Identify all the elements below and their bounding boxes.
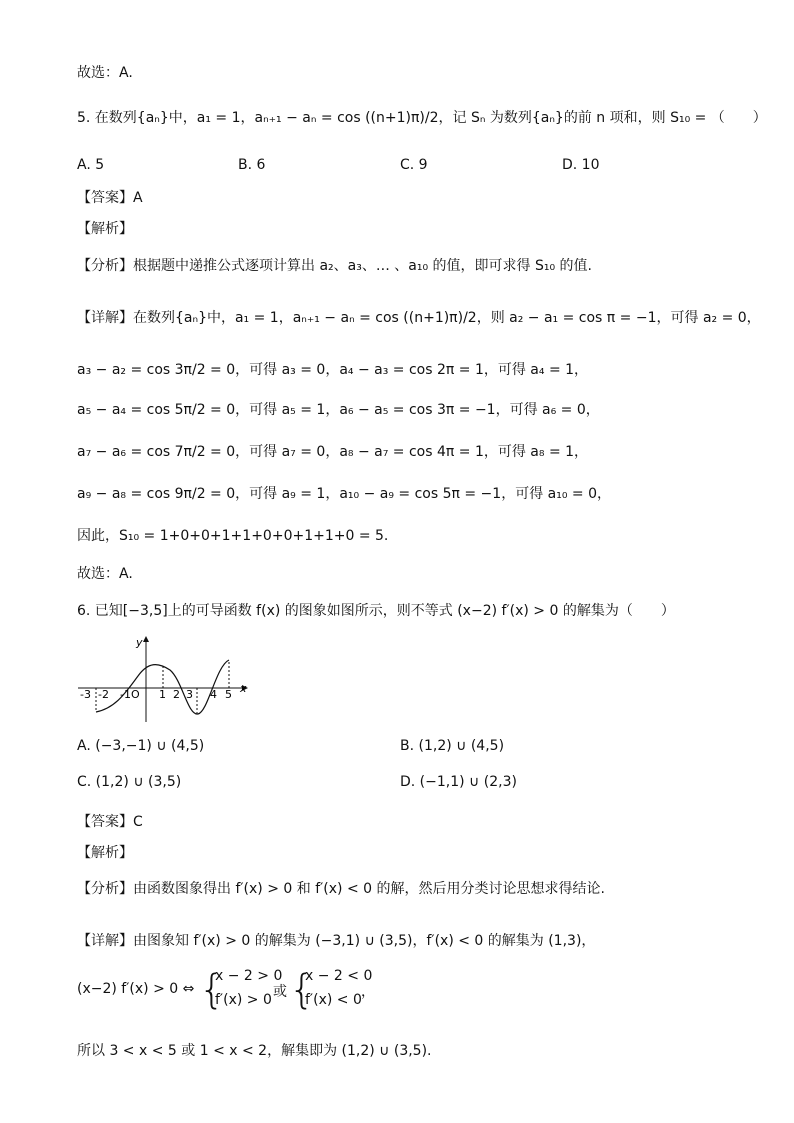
tick-label: 5 xyxy=(225,688,232,701)
prev-answer-choice: 故选：A. xyxy=(77,65,133,81)
q5-xiangjie-line-2: a₃ − a₂ = cos 3π/2 = 0，可得 a₃ = 0，a₄ − a₃ = cos 2π = 1，可得 a₄ = 1， xyxy=(77,362,589,378)
tick-label: -2 xyxy=(98,688,109,701)
system-1-line-2: f′(x) > 0 xyxy=(215,992,272,1008)
system-2-line-1: x − 2 < 0 xyxy=(305,968,373,984)
y-axis-arrow xyxy=(143,636,149,642)
q6-option-c: C. (1,2) ∪ (3,5) xyxy=(77,774,182,790)
q5-option-d: D. 10 xyxy=(562,157,600,173)
or-word: 或 xyxy=(273,984,287,1000)
q6-fenxi: 【分析】由函数图象得出 f′(x) > 0 和 f′(x) < 0 的解，然后用分类讨论思想求得结论. xyxy=(77,881,605,897)
q5-xiangjie-line-5: a₉ − a₈ = cos 9π/2 = 0，可得 a₉ = 1，a₁₀ − a₉ = cos 5π = −1，可得 a₁₀ = 0， xyxy=(77,486,611,502)
q5-stem: 5. 在数列{aₙ}中，a₁ = 1，aₙ₊₁ − aₙ = cos ((n+1)π)/2，记 Sₙ 为数列{aₙ}的前 n 项和，则 S₁₀ = （ ） xyxy=(77,110,767,126)
q6-analysis-label: 【解析】 xyxy=(77,845,133,861)
system-1-line-1: x − 2 > 0 xyxy=(215,968,283,984)
equivalence-end: ， xyxy=(361,984,375,1000)
q6-option-a: A. (−3,−1) ∪ (4,5) xyxy=(77,738,205,754)
q5-answer: 【答案】A xyxy=(77,190,143,206)
tick-label: 4 xyxy=(210,688,217,701)
tick-label: -3 xyxy=(80,688,91,701)
equivalence-left: (x−2) f′(x) > 0 ⇔ xyxy=(77,981,195,997)
brace-2: { xyxy=(289,967,315,1013)
x-axis-label: x xyxy=(240,682,247,695)
system-2-line-2: f′(x) < 0 xyxy=(305,992,362,1008)
brace-1: { xyxy=(199,967,225,1013)
q6-stem: 6. 已知[−3,5]上的可导函数 f(x) 的图象如图所示，则不等式 (x−2) f′(x) > 0 的解集为（ ） xyxy=(77,603,675,619)
function-graph xyxy=(76,632,252,724)
q5-xiangjie-line-3: a₅ − a₄ = cos 5π/2 = 0，可得 a₅ = 1，a₆ − a₅ = cos 3π = −1，可得 a₆ = 0， xyxy=(77,402,600,418)
tick-label: 3 xyxy=(186,688,193,701)
q5-xiangjie-line-4: a₇ − a₆ = cos 7π/2 = 0，可得 a₇ = 0，a₈ − a₇ = cos 4π = 1，可得 a₈ = 1， xyxy=(77,444,589,460)
q5-analysis-label: 【解析】 xyxy=(77,221,133,237)
q6-xiangjie-line-1: 【详解】由图象知 f′(x) > 0 的解集为 (−3,1) ∪ (3,5)，f′(x) < 0 的解集为 (1,3)， xyxy=(77,933,596,949)
q5-option-c: C. 9 xyxy=(400,157,428,173)
tick-label: 1 xyxy=(159,688,166,701)
q6-answer: 【答案】C xyxy=(77,814,143,830)
q5-option-a: A. 5 xyxy=(77,157,105,173)
q5-option-b: B. 6 xyxy=(238,157,266,173)
tick-label: 2 xyxy=(173,688,180,701)
q5-xiangjie-line-1: 【详解】在数列{aₙ}中，a₁ = 1，aₙ₊₁ − aₙ = cos ((n+1)π)/2，则 a₂ − a₁ = cos π = −1，可得 a₂ = 0， xyxy=(77,310,761,326)
q5-fenxi: 【分析】根据题中递推公式逐项计算出 a₂、a₃、… 、a₁₀ 的值，即可求得 S₁₀ 的值. xyxy=(77,258,592,274)
q5-choice: 故选：A. xyxy=(77,566,133,582)
q6-option-d: D. (−1,1) ∪ (2,3) xyxy=(400,774,517,790)
q5-conclusion: 因此，S₁₀ = 1+0+0+1+1+0+0+1+1+0 = 5. xyxy=(77,528,389,544)
q6-equivalence xyxy=(77,966,577,1018)
q6-option-b: B. (1,2) ∪ (4,5) xyxy=(400,738,505,754)
y-axis-label: y xyxy=(136,636,143,649)
q6-conclusion: 所以 3 < x < 5 或 1 < x < 2，解集即为 (1,2) ∪ (3,5). xyxy=(77,1043,432,1059)
tick-label: -1O xyxy=(120,688,140,701)
